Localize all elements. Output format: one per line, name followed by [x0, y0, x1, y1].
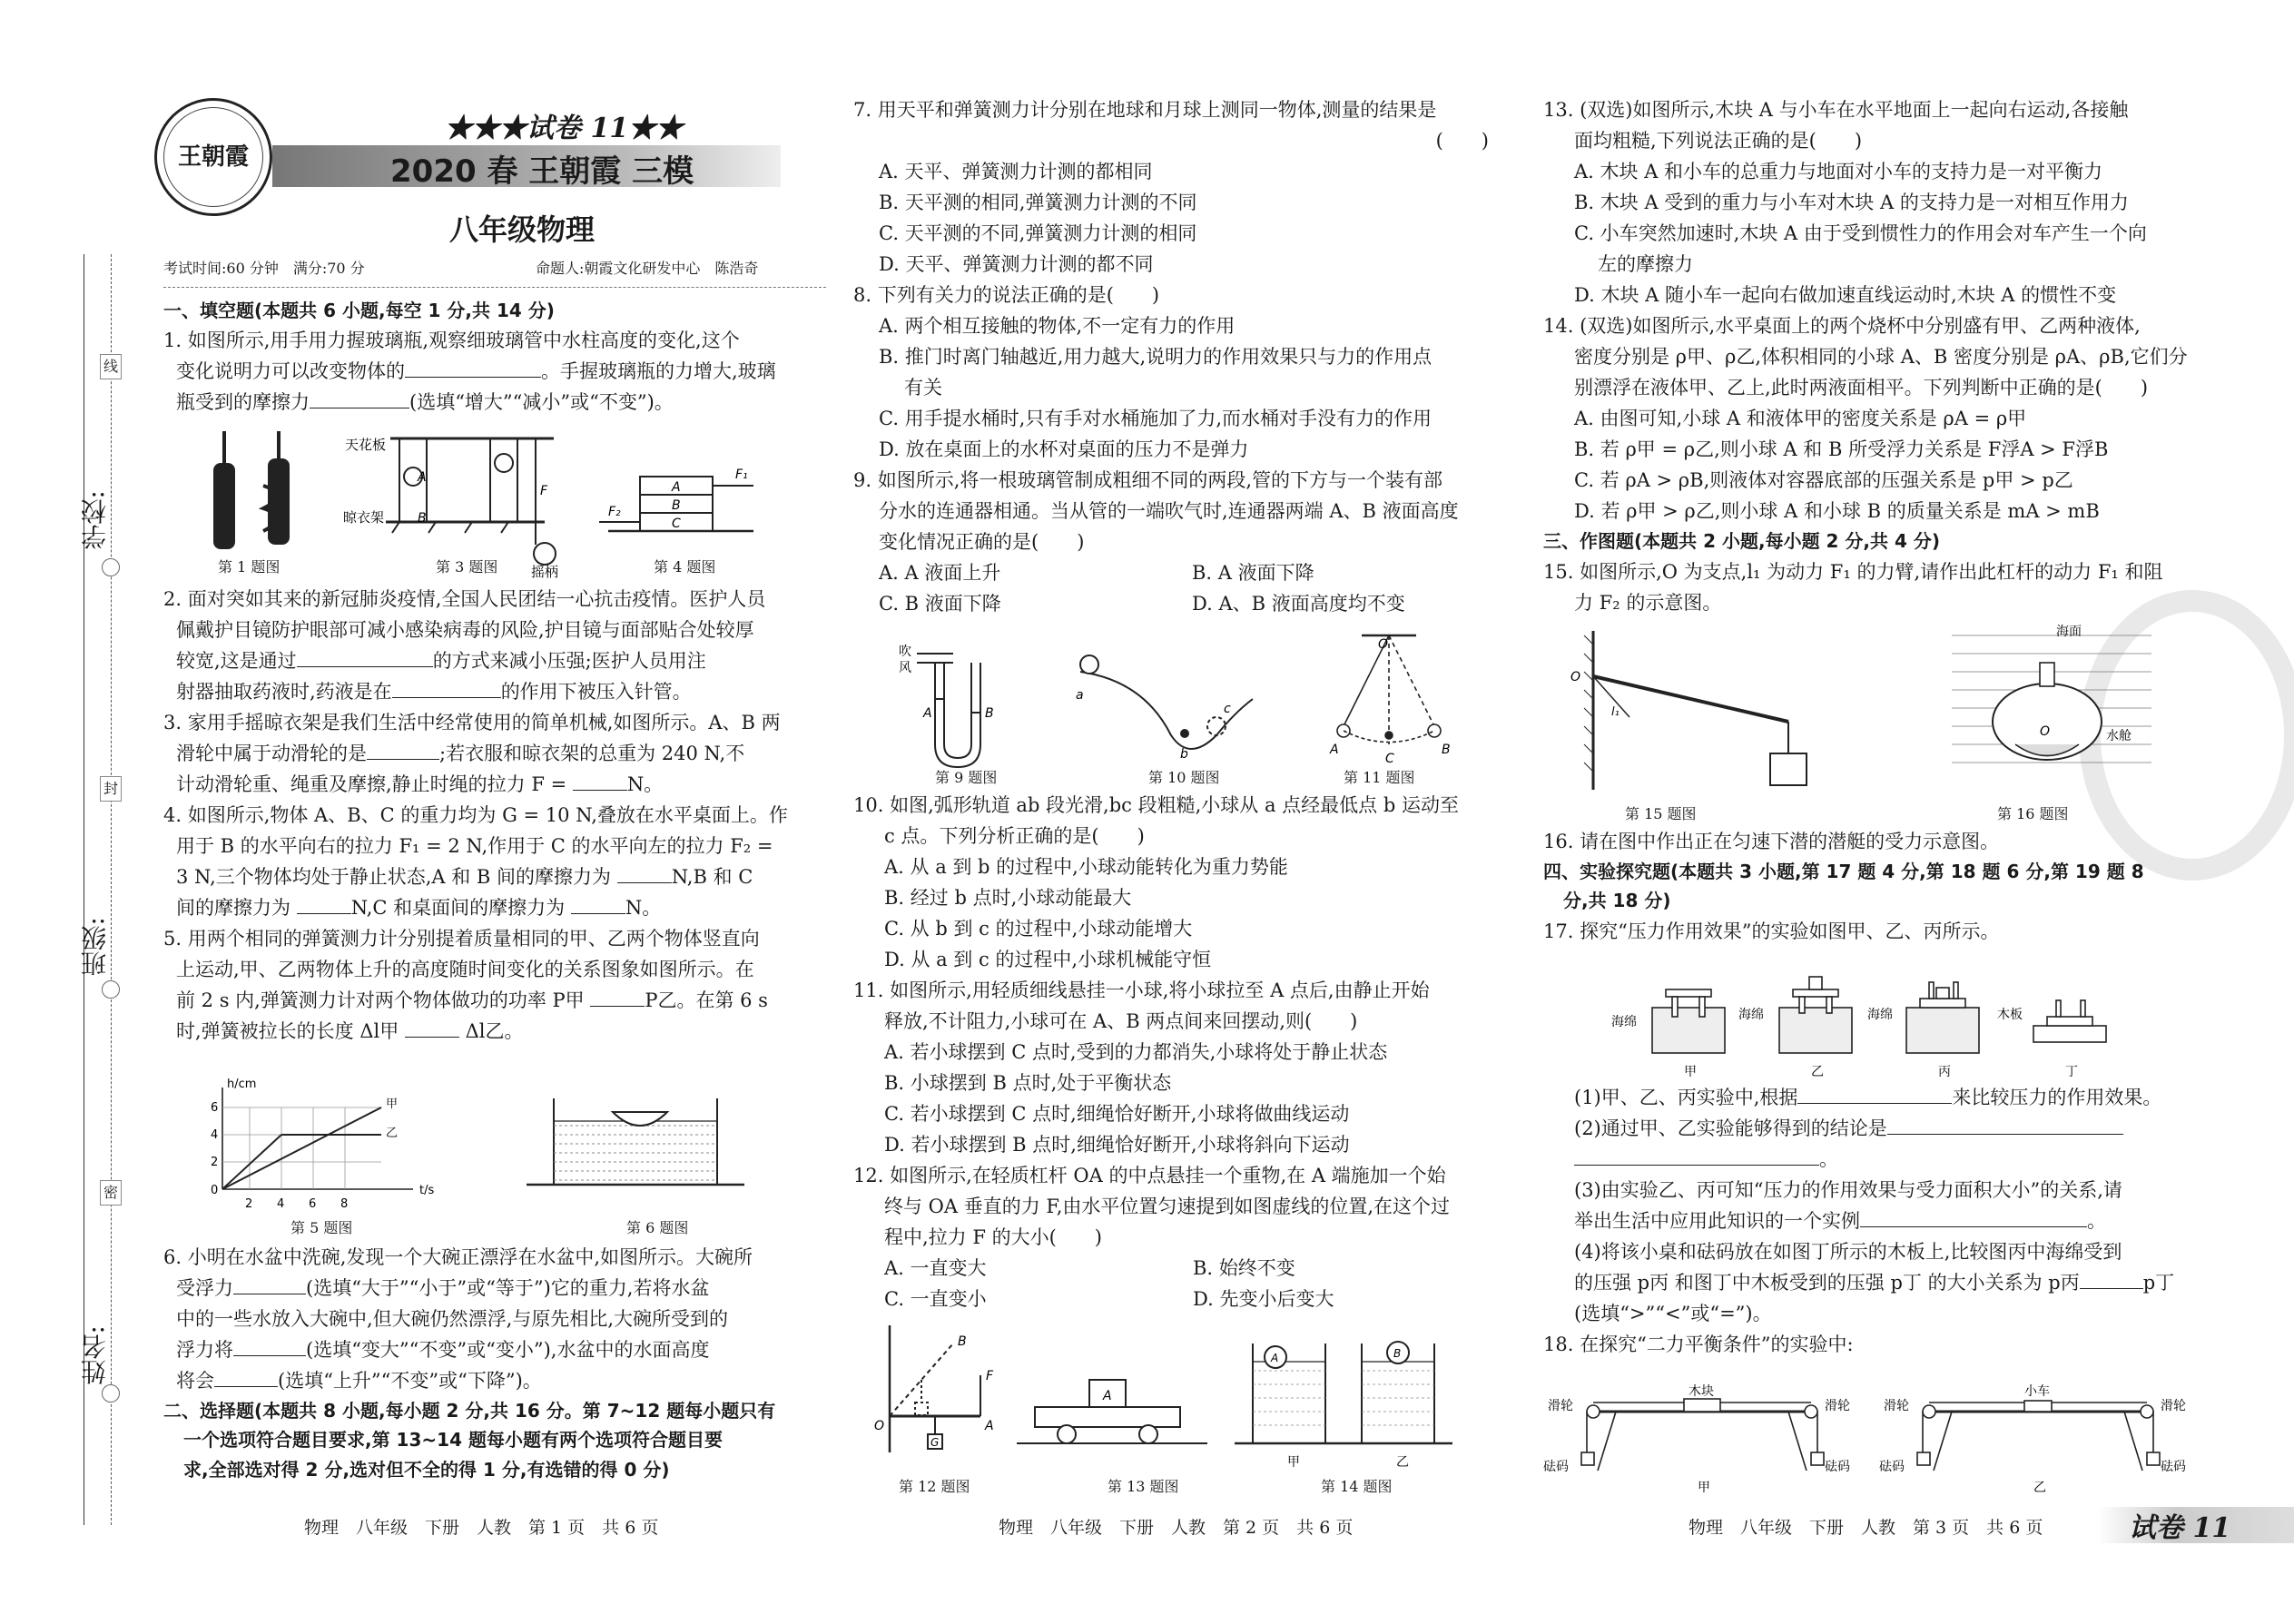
fig13-caption: 第 13 题图 [1108, 1478, 1179, 1495]
q11-stem-2: 释放,不计阻力,小球可在 A、B 两点间来回摆动,则( ) [884, 1010, 1358, 1033]
q1-line3: 瓶受到的摩擦力 (选填“增大”“减小”或“不变”)。 [176, 391, 674, 414]
q5-series-jia: 甲 [386, 1097, 399, 1111]
fig16-caption: 第 16 题图 [1997, 805, 2069, 822]
q17-label-board: 木板 [1997, 1008, 2023, 1022]
q13-option-a[interactable]: A. 木块 A 和小车的总重力与地面对小车的支持力是一对平衡力 [1574, 161, 2103, 183]
q4-line3: 3 N,三个物体均处于静止状态,A 和 B 间的摩擦力为 N,B 和 C [176, 866, 753, 889]
section-2-heading-1: 二、选择题(本题共 8 小题,每小题 2 分,共 16 分。第 7~12 题每小题只有 [163, 1400, 776, 1422]
figure-q9-q10-q11 [871, 626, 1516, 790]
q3-blank-2[interactable] [573, 773, 627, 791]
q18-setup-jia [1581, 1399, 1824, 1471]
svg-text:F: F [986, 1369, 994, 1383]
fig6-caption: 第 6 题图 [626, 1219, 689, 1236]
page2-footer: 物理 八年级 下册 人教 第 2 页 共 6 页 [999, 1518, 1354, 1538]
q12-options-row2 [853, 1284, 1507, 1314]
q15-stem-2: 力 F₂ 的示意图。 [1574, 591, 1722, 614]
page1-column [163, 296, 831, 418]
svg-text:4: 4 [277, 1197, 285, 1211]
q5-series-yi: 乙 [386, 1127, 399, 1140]
q4-line2: 用于 B 的水平向右的拉力 F₁ = 2 N,作用于 C 的水平向左的拉力 F₂ = [176, 835, 773, 858]
page1-footer: 物理 八年级 下册 人教 第 1 页 共 6 页 [304, 1518, 659, 1538]
q17-blank-3[interactable] [1860, 1209, 2087, 1227]
svg-text:B: B [672, 498, 681, 513]
svg-text:O: O [2040, 724, 2051, 739]
svg-text:C: C [672, 517, 681, 531]
q17-part2-cont: 。 [1543, 1144, 2210, 1175]
q17-part4-note: (选填“>”“<”或“=”)。 [1574, 1303, 1772, 1325]
q4-line1: 4. 如图所示,物体 A、B、C 的重力均为 G = 10 N,叠放在水平桌面上。作 [163, 804, 788, 827]
q17-stem: 17. 探究“压力作用效果”的实验如图甲、乙、丙所示。 [1543, 920, 2000, 942]
fig15-caption: 第 15 题图 [1625, 805, 1697, 822]
section-4-heading-1: 四、实验探究题(本题共 3 小题,第 17 题 4 分,第 18 题 6 分,第 19 题 8 [1543, 861, 2144, 883]
q18-yi-label-pulley-l: 滑轮 [1884, 1399, 1909, 1413]
q3-line1: 3. 家用手摇晾衣架是我们生活中经常使用的简单机械,如图所示。A、B 两 [163, 712, 781, 734]
q4-blank-1[interactable] [617, 865, 672, 883]
fig10-caption: 第 10 题图 [1148, 769, 1220, 786]
q7-stem: 7. 用天平和弹簧测力计分别在地球和月球上测同一物体,测量的结果是 [853, 99, 1437, 121]
q18-label-yi: 乙 [2033, 1481, 2046, 1495]
q2-line1: 2. 面对突如其来的新冠肺炎疫情,全国人民团结一心抗击疫情。医护人员 [163, 588, 766, 610]
q9-stem-1: 9. 如图所示,将一根玻璃管制成粗细不同的两段,管的下方与一个装有部 [853, 469, 1443, 492]
figure-q12-q13-q14 [871, 1316, 1516, 1471]
svg-text:2: 2 [245, 1197, 253, 1211]
header-rule [163, 287, 826, 288]
q14-stem-3: 别漂浮在液体甲、乙上,此时两液面相平。下列判断中正确的是( ) [1574, 377, 2149, 399]
fig12-caption: 第 12 题图 [899, 1478, 970, 1495]
q13-option-b[interactable]: B. 木块 A 受到的重力与小车对木块 A 的支持力是一对相互作用力 [1574, 192, 2129, 214]
q5-blank-2[interactable] [405, 1019, 459, 1038]
q5-line3: 前 2 s 内,弹簧测力计对两个物体做功的功率 P甲 P乙。在第 6 s [176, 989, 768, 1012]
q6-line2: 受浮力 (选填“大于”“小于”或“等于”)它的重力,若将水盆 [176, 1277, 710, 1300]
fig9-caption: 第 9 题图 [935, 769, 998, 786]
q18-jia-label-pulley-l: 滑轮 [1548, 1399, 1573, 1413]
q17-blank-4[interactable] [2080, 1271, 2143, 1289]
q14-stem-2: 密度分别是 ρ甲、ρ乙,体积相同的小球 A、B 密度分别是 ρA、ρB,它们分 [1574, 346, 2188, 369]
q16-label-tank: 水舱 [2106, 729, 2132, 743]
q16-stem: 16. 请在图中作出正在匀速下潜的潜艇的受力示意图。 [1543, 831, 2000, 852]
q2-line3: 较宽,这是通过 的方式来减小压强;医护人员用注 [176, 650, 706, 673]
svg-text:O: O [1570, 670, 1581, 684]
fig1-caption: 第 1 题图 [218, 558, 281, 576]
q6-blank-3[interactable] [214, 1369, 278, 1387]
q18-jia-label-block: 木块 [1689, 1384, 1714, 1399]
q18-stem: 18. 在探究“二力平衡条件”的实验中: [1543, 1334, 1854, 1356]
q10-option-b[interactable]: B. 经过 b 点时,小球动能最大 [884, 887, 1132, 910]
logo [154, 98, 272, 216]
q2-line2: 佩戴护目镜防护眼部可减小感染病毒的风险,护目镜与面部贴合处较厚 [176, 619, 754, 642]
q9-options-row1 [853, 557, 1507, 588]
q12-option-d[interactable]: D. 先变小后变大 [1193, 1288, 1334, 1311]
q7-option-d[interactable]: D. 天平、弹簧测力计测的都不同 [879, 253, 1154, 276]
section-3-heading: 三、作图题(本题共 2 小题,每小题 2 分,共 4 分) [1543, 530, 1941, 553]
page3-column-b [1543, 826, 2210, 947]
q13-stem-2: 面均粗糙,下列说法正确的是( ) [1574, 130, 1863, 153]
q4-blank-2[interactable] [297, 896, 351, 914]
q9-options-row2 [853, 588, 1507, 619]
q17-label-yi: 乙 [1811, 1065, 1824, 1079]
fig11-caption: 第 11 题图 [1344, 769, 1415, 786]
q10-stem-2: c 点。下列分析正确的是( ) [884, 825, 1145, 848]
q5-blank-1[interactable] [590, 989, 645, 1007]
q14-label-yi: 乙 [1396, 1455, 1409, 1470]
q14-option-d[interactable]: D. 若 ρ甲 > ρ乙,则小球 A 和小球 B 的质量关系是 mA > mB [1574, 500, 2100, 523]
exam-info-right: 命题人:朝霞文化研发中心 陈浩奇 [536, 260, 759, 277]
q2-blank-1[interactable] [297, 649, 433, 667]
fig4-caption: 第 4 题图 [654, 558, 716, 576]
fig14-caption: 第 14 题图 [1321, 1478, 1393, 1495]
q2-blank-2[interactable] [392, 680, 501, 698]
svg-text:A: A [923, 706, 932, 721]
punch-hole [102, 558, 120, 576]
page2-column [853, 94, 1507, 619]
q13-stem-1: 13. (双选)如图所示,木块 A 与小车在水平地面上一起向右运动,各接触 [1543, 99, 2129, 121]
q9-label-blow: 吹 [899, 645, 911, 659]
q9-option-d[interactable]: D. A、B 液面高度均不变 [1192, 593, 1405, 615]
figure-q5-q6 [163, 1071, 831, 1216]
q17-blank-2b[interactable] [1574, 1147, 1819, 1166]
q8-option-b-cont: 有关 [904, 377, 942, 399]
q17-label-ding: 丁 [2065, 1065, 2078, 1079]
q11-option-d[interactable]: D. 若小球摆到 B 点时,细绳恰好断开,小球将斜向下运动 [884, 1134, 1350, 1156]
svg-text:F₁: F₁ [735, 468, 748, 482]
q7-bracket: ( ) [1435, 130, 1489, 153]
figure-q15-q16 [1561, 617, 2197, 799]
q12-stem-1: 12. 如图所示,在轻质杠杆 OA 的中点悬挂一个重物,在 A 端施加一个始 [853, 1165, 1446, 1187]
svg-text:O: O [874, 1419, 885, 1433]
q10-option-a[interactable]: A. 从 a 到 b 的过程中,小球动能转化为重力势能 [884, 856, 1288, 879]
svg-text:0: 0 [211, 1184, 219, 1197]
q14-option-a[interactable]: A. 由图可知,小球 A 和液体甲的密度关系是 ρA = ρ甲 [1574, 408, 2027, 430]
q14-label-jia: 甲 [1287, 1455, 1300, 1470]
q8-option-a[interactable]: A. 两个相互接触的物体,不一定有力的作用 [879, 315, 1236, 338]
class-label: 班级: [80, 917, 110, 977]
punch-hole [102, 980, 120, 999]
section-2-heading-2: 一个选项符合题目要求,第 13~14 题每小题有两个选项符合题目要 [183, 1429, 723, 1452]
q7-option-a[interactable]: A. 天平、弹簧测力计测的都相同 [879, 161, 1153, 183]
svg-text:B: B [1442, 743, 1451, 757]
q12-option-a[interactable]: A. 一直变大 [884, 1257, 987, 1280]
q6-line3: 中的一些水放入大碗中,但大碗仍然漂浮,与原先相比,大碗所受到的 [176, 1308, 729, 1331]
q9-label-wind: 风 [899, 661, 911, 675]
paper-label: ★★★试卷 11★★ [445, 113, 684, 144]
q2-line4: 射器抽取药液时,药液是在 的作用下被压入针管。 [176, 681, 692, 704]
q10-stem-1: 10. 如图,弧形轨道 ab 段光滑,bc 段粗糙,小球从 a 点经最低点 b 运动至 [853, 794, 1459, 816]
q4-line4: 间的摩擦力为 N,C 和桌面间的摩擦力为 N。 [176, 897, 662, 920]
exam-info-left: 考试时间:60 分钟 满分:70 分 [163, 260, 365, 277]
q12-option-b[interactable]: B. 始终不变 [1193, 1257, 1295, 1280]
q17-label-sponge-3: 海绵 [1867, 1008, 1893, 1022]
clothes-rack-figure [386, 438, 556, 565]
binding-strip [54, 254, 145, 1525]
q18-label-jia: 甲 [1698, 1481, 1710, 1495]
svg-text:2: 2 [211, 1156, 219, 1169]
q16-label-sea: 海面 [2056, 625, 2082, 639]
subject-title: 八年级物理 [449, 212, 596, 247]
q17-blank-1[interactable] [1797, 1086, 1952, 1104]
q10-option-c[interactable]: C. 从 b 到 c 的过程中,小球动能增大 [884, 918, 1193, 940]
svg-text:B: B [1393, 1347, 1402, 1360]
q9-option-a[interactable]: A. A 液面上升 [879, 562, 1001, 585]
q11-stem-1: 11. 如图所示,用轻质细线悬挂一小球,将小球拉至 A 点后,由静止开始 [853, 979, 1430, 1002]
q17-part3-cont: 举出生活中应用此知识的一个实例 。 [1574, 1210, 2106, 1233]
q8-option-c[interactable]: C. 用手提水桶时,只有手对水桶施加了力,而水桶对手没有力的作用 [879, 408, 1433, 430]
svg-text:F: F [540, 484, 548, 498]
page1-column-b [163, 584, 831, 1047]
q3-blank-1[interactable] [367, 742, 439, 760]
q9-option-b[interactable]: B. A 液面下降 [1192, 562, 1314, 585]
q17-blank-2[interactable] [1887, 1117, 2123, 1135]
q5-graph [222, 1088, 413, 1189]
q18-yi-label-pulley-r: 滑轮 [2161, 1399, 2186, 1413]
q5-ylabel: h/cm [227, 1078, 257, 1091]
svg-text:b: b [1180, 747, 1188, 762]
q18-yi-label-weight-r: 砝码 [2161, 1460, 2186, 1474]
fig5-caption: 第 5 题图 [290, 1219, 353, 1236]
logo-text: 王朝霞 [177, 143, 249, 171]
section-4-heading-2: 分,共 18 分) [1563, 890, 1671, 912]
svg-text:A: A [985, 1419, 994, 1433]
fig3-label-ceiling: 天花板 [345, 437, 387, 453]
q18-setup-yi [1917, 1401, 2160, 1471]
q8-stem: 8. 下列有关力的说法正确的是( ) [853, 284, 1160, 307]
q14-beakers [1235, 1342, 1452, 1443]
exam-title: 2020 春 王朝霞 三模 [390, 153, 694, 190]
q6-blank-1[interactable] [233, 1276, 306, 1294]
svg-text:G: G [930, 1436, 940, 1449]
svg-text:c: c [1224, 702, 1231, 716]
page2-column-b [853, 790, 1507, 1314]
bottle-figure [213, 431, 290, 549]
q15-stem-1: 15. 如图所示,O 为支点,l₁ 为动力 F₁ 的力臂,请作出此杠杆的动力 F₁ 和阻 [1543, 560, 2163, 583]
q17-part1: (1)甲、乙、丙实验中,根据 来比较压力的作用效果。 [1574, 1087, 2162, 1108]
fig3-caption: 第 3 题图 [436, 558, 498, 576]
seal-label-seal: 封 [100, 776, 122, 802]
q8-option-d[interactable]: D. 放在桌面上的水杯对桌面的压力不是弹力 [879, 438, 1249, 461]
svg-text:a: a [1076, 688, 1084, 703]
q13-option-c[interactable]: C. 小车突然加速时,木块 A 由于受到惯性力的作用会对车产生一个向 [1574, 222, 2147, 245]
q6-line4: 浮力将 (选填“变大”“不变”或“变小”),水盆中的水面高度 [176, 1339, 710, 1362]
q5-ticks [211, 1101, 348, 1211]
q12-stem-3: 程中,拉力 F 的大小( ) [884, 1226, 1102, 1249]
svg-text:B: B [985, 706, 994, 721]
q8-option-b[interactable]: B. 推门时离门轴越近,用力越大,说明力的作用效果只与力的作用点 [879, 346, 1433, 369]
svg-text:l₁: l₁ [1611, 705, 1620, 719]
fig3-label-crank: 摇柄 [531, 564, 559, 580]
q17-label-jia: 甲 [1684, 1065, 1697, 1079]
name-label: 姓名: [80, 1325, 110, 1385]
q6-line5: 将会 (选填“上升”“不变”或“下降”)。 [176, 1370, 542, 1393]
q18-jia-label-weight-r: 砝码 [1825, 1460, 1850, 1474]
q11-option-c[interactable]: C. 若小球摆到 C 点时,细绳恰好断开,小球将做曲线运动 [884, 1103, 1350, 1126]
q6-basin [527, 1098, 744, 1185]
q4-blank-3[interactable] [571, 896, 625, 914]
page3-footer: 物理 八年级 下册 人教 第 3 页 共 6 页 [1689, 1518, 2043, 1538]
q17-part2: (2)通过甲、乙实验能够得到的结论是 [1543, 1113, 2210, 1144]
seal-label-line: 线 [100, 354, 122, 379]
q13-cart [1017, 1380, 1207, 1443]
q13-option-d[interactable]: D. 木块 A 随小车一起向右做加速直线运动时,木块 A 的惯性不变 [1574, 284, 2117, 307]
page3-column-c [1543, 1082, 2210, 1360]
svg-text:F₂: F₂ [608, 505, 621, 519]
section-2-heading-3: 求,全部选对得 2 分,选对但不全的得 1 分,有选错的得 0 分) [183, 1458, 670, 1481]
svg-text:A: A [1271, 1352, 1279, 1364]
q3-line3: 计动滑轮重、绳重及摩擦,静止时绳的拉力 F = N。 [176, 773, 664, 796]
svg-text:A: A [1330, 743, 1339, 757]
svg-text:4: 4 [211, 1128, 219, 1142]
figure-q18 [1543, 1384, 2197, 1498]
q5-line1: 5. 用两个相同的弹簧测力计分别提着质量相同的甲、乙两个物体竖直向 [163, 928, 760, 950]
svg-text:A: A [418, 470, 427, 485]
q5-xlabel: t/s [419, 1184, 435, 1197]
q1-line2: 变化说明力可以改变物体的 。手握玻璃瓶的力增大,玻璃 [176, 360, 776, 383]
q7-option-b[interactable]: B. 天平测的相同,弹簧测力计测的不同 [879, 192, 1197, 214]
seal-label-secret: 密 [100, 1180, 122, 1206]
svg-text:6: 6 [211, 1101, 219, 1115]
q17-part3: (3)由实验乙、丙可知“压力的作用效果与受力面积大小”的关系,请 [1574, 1179, 2122, 1202]
q10-option-d[interactable]: D. 从 a 到 c 的过程中,小球机械能守恒 [884, 949, 1212, 971]
fig3-label-rack: 晾衣架 [343, 509, 385, 526]
svg-text:A: A [1103, 1389, 1112, 1403]
svg-text:B: B [958, 1334, 967, 1349]
section-1-heading: 一、填空题(本题共 6 小题,每空 1 分,共 14 分) [163, 300, 555, 321]
figure-q17 [1561, 962, 2197, 1080]
q9-stem-3: 变化情况正确的是( ) [879, 531, 1085, 554]
svg-text:O: O [1378, 637, 1389, 652]
q12-options-row1 [853, 1253, 1507, 1284]
q1-line1: 1. 如图所示,用手用力握玻璃瓶,观察细玻璃管中水柱高度的变化,这个 [163, 330, 740, 352]
page3-column [1543, 94, 2210, 618]
q11-option-a[interactable]: A. 若小球摆到 C 点时,受到的力都消失,小球将处于静止状态 [884, 1041, 1388, 1064]
q12-option-c[interactable]: C. 一直变小 [884, 1288, 987, 1311]
q12-stem-2: 终与 OA 垂直的力 F,由水平位置匀速提到如图虚线的位置,在这个过 [884, 1196, 1451, 1218]
q9-stem-2: 分水的连通器相通。当从管的一端吹气时,连通器两端 A、B 液面高度 [879, 500, 1459, 523]
school-label: 学校: [80, 490, 110, 550]
page1-column-c [163, 1242, 831, 1484]
q17-part4-cont: 的压强 p丙 和图丁中木板受到的压强 p丁 的大小关系为 p丙 p丁 [1574, 1272, 2175, 1294]
q6-line1: 6. 小明在水盆中洗碗,发现一个大碗正漂浮在水盆中,如图所示。大碗所 [163, 1246, 753, 1268]
q14-option-c[interactable]: C. 若 ρA > ρB,则液体对容器底部的压强关系是 p甲 > p乙 [1574, 469, 2073, 492]
q14-stem-1: 14. (双选)如图所示,水平桌面上的两个烧杯中分别盛有甲、乙两种液体, [1543, 315, 2141, 338]
q1-blank-1[interactable] [405, 359, 541, 378]
q17-label-bing: 丙 [1938, 1065, 1951, 1079]
q17-label-sponge-2: 海绵 [1738, 1008, 1764, 1022]
q3-line2: 滑轮中属于动滑轮的是 ;若衣服和晾衣架的总重为 240 N,不 [176, 743, 745, 765]
paper-tag-text: 试卷 11 [2129, 1512, 2231, 1544]
q11-option-b[interactable]: B. 小球摆到 B 点时,处于平衡状态 [884, 1072, 1172, 1095]
svg-text:A: A [672, 480, 681, 495]
q18-yi-label-weight-l: 砝码 [1879, 1460, 1905, 1474]
q12-lever [890, 1325, 980, 1452]
q17-part4: (4)将该小桌和砝码放在如图丁所示的木板上,比较图丙中海绵受到 [1574, 1241, 2122, 1264]
q18-jia-label-pulley-r: 滑轮 [1825, 1399, 1850, 1413]
q13-option-c-cont: 左的摩擦力 [1598, 253, 1693, 276]
q7-option-c[interactable]: C. 天平测的不同,弹簧测力计测的相同 [879, 222, 1197, 245]
q1-blank-2[interactable] [310, 390, 409, 408]
q17-label-sponge-1: 海绵 [1611, 1015, 1637, 1029]
q18-jia-label-weight-l: 砝码 [1543, 1460, 1569, 1474]
q5-line2: 上运动,甲、乙两物体上升的高度随时间变化的关系图象如图所示。在 [176, 959, 754, 981]
q16-submarine [1952, 635, 2151, 763]
q5-line4: 时,弹簧被拉长的长度 Δl甲 Δl乙。 [176, 1020, 524, 1043]
svg-text:C: C [1385, 752, 1394, 766]
q6-blank-2[interactable] [233, 1338, 306, 1356]
svg-text:6: 6 [309, 1197, 317, 1211]
q11-pendulum [1337, 635, 1441, 744]
punch-hole [102, 1384, 120, 1403]
svg-text:8: 8 [340, 1197, 349, 1211]
q18-yi-label-cart: 小车 [2024, 1384, 2050, 1399]
svg-text:B: B [418, 511, 427, 526]
q9-option-c[interactable]: C. B 液面下降 [879, 593, 1001, 615]
q14-option-b[interactable]: B. 若 ρ甲 = ρ乙,则小球 A 和 B 所受浮力关系是 F浮A > F浮B [1574, 438, 2109, 461]
